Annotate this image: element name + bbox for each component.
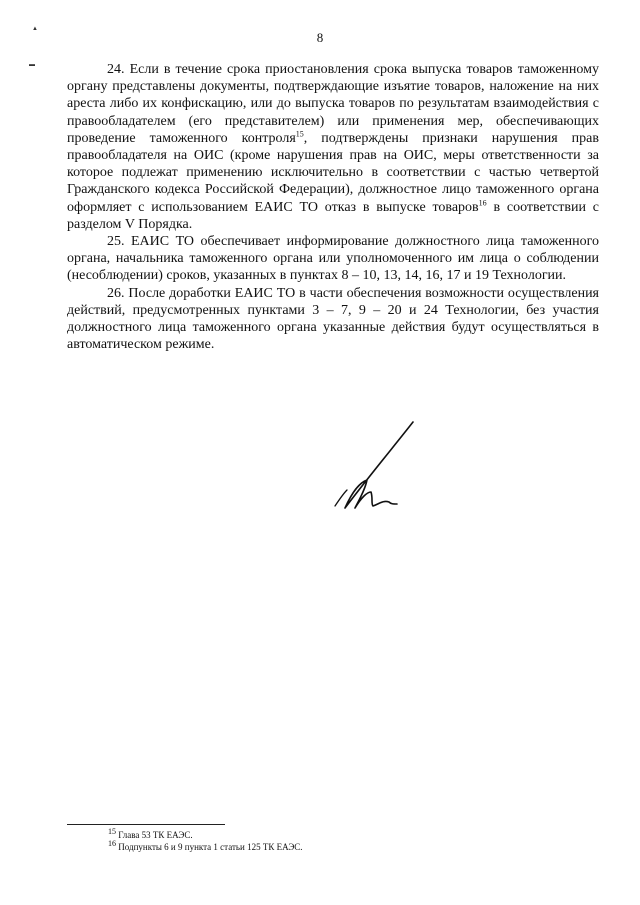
signature	[325, 420, 425, 515]
document-body	[67, 61, 599, 353]
scan-mark: ▲	[32, 26, 38, 32]
footnote-15: $^{15}$ Глава 53 ТК ЕАЭС.	[108, 827, 193, 840]
footnote-separator	[67, 824, 225, 825]
scan-mark: ▬	[29, 62, 35, 68]
footnote-16: $^{16}$ Подпункты 6 и 9 пункта 1 статьи 125 ТК ЕАЭС.	[108, 839, 303, 852]
paragraph-26: 26. После доработки ЕАИС ТО в части обеспечения возможности осуществления действий, предусмотренных пунктами 3 – 7, 9 – 20 и 24 Технологии, без участия должностного лица таможенного органа указанные действия будут осуществляться в автоматическом режиме.	[67, 285, 599, 353]
footnotes	[108, 829, 303, 853]
page-number: 8	[316, 30, 324, 45]
paragraph-25: 25. ЕАИС ТО обеспечивает информирование должностного лица таможенного органа, начальника таможенного органа или уполномоченного им лица о соблюдении (несоблюдении) сроков, указанных в пунктах 8 – 10, 13, 14, 16, 17 и 19 Технологии.	[67, 234, 599, 284]
footnote-ref-15: 15	[295, 129, 304, 139]
paragraph-24: 24. Если в течение срока приостановления срока выпуска товаров таможенному органу представлены документы, подтверждающие изъятие товаров, наложение на них ареста либо их конфискацию, или до выпуска товаров по результатам взаимодействия с правообладателем (его представителем) или применения мер, обеспечивающих проведение таможенного контроля$^{15}$, подтверждены признаки нарушения прав правообладателя на ОИС (кроме нарушения прав на ОИС, меры ответственности за которое подлежат применению исключительно в соответствии с частью четвертой Гражданского кодекса Российской Федерации), должностное лицо таможенного органа оформляет с использованием ЕАИС ТО отказ в выпуске товаров$^{16}$ в соответствии с разделом V Порядка.	[67, 62, 600, 232]
footnote-ref-16: 16	[478, 197, 487, 207]
